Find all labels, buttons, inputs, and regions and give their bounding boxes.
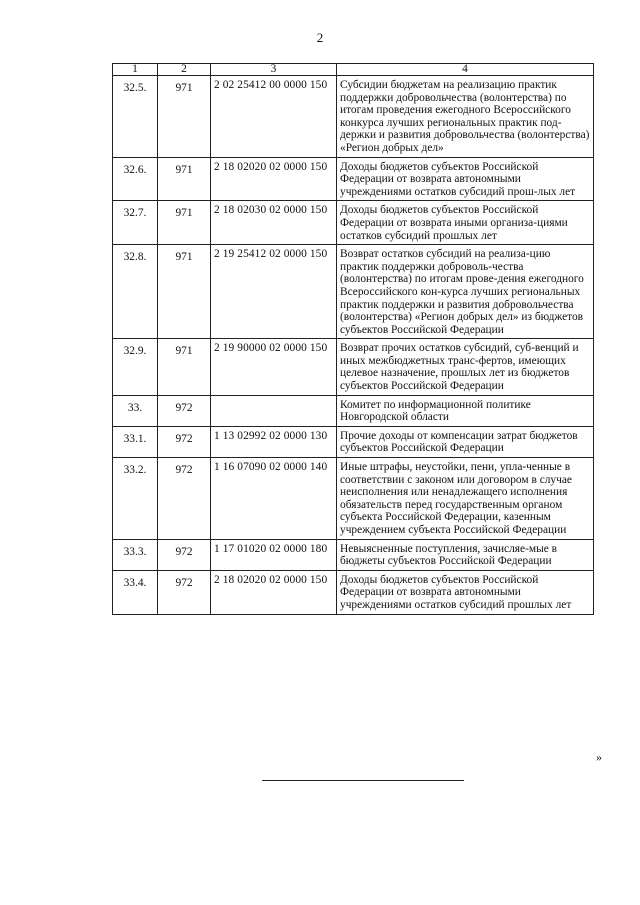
- revenue-code-table: [112, 63, 594, 615]
- budget-classification-code: 2 19 90000 02 0000 150: [211, 339, 337, 395]
- footer-rule: [262, 780, 464, 781]
- table-row: [113, 201, 594, 245]
- table-row: [113, 76, 594, 158]
- revenue-name: Субсидии бюджетам на реализацию практик поддержки добровольчества (волонтерства) по итогам проведения ежегодного Всероссийского конкурса лучших региональных практик под-держки и развития добровольчества (волонтерства) «Регион добрых дел»: [337, 76, 594, 158]
- header-col-4: 4: [337, 64, 594, 76]
- row-number: 32.5.: [113, 76, 158, 158]
- budget-classification-code: 1 17 01020 02 0000 180: [211, 539, 337, 570]
- admin-code: 972: [158, 458, 211, 540]
- table-row: [113, 539, 594, 570]
- admin-code: 972: [158, 395, 211, 426]
- revenue-name: Невыясненные поступления, зачисляе-мые в бюджеты субъектов Российской Федерации: [337, 539, 594, 570]
- row-number: 33.2.: [113, 458, 158, 540]
- revenue-name: Возврат прочих остатков субсидий, суб-венций и иных межбюджетных транс-фертов, имеющих целевое назначение, прошлых лет из бюджетов субъектов Российской Федерации: [337, 339, 594, 395]
- budget-classification-code: 1 16 07090 02 0000 140: [211, 458, 337, 540]
- row-number: 32.7.: [113, 201, 158, 245]
- closing-quote: »: [596, 750, 602, 764]
- table-row: [113, 458, 594, 540]
- revenue-name: Прочие доходы от компенсации затрат бюджетов субъектов Российской Федерации: [337, 426, 594, 457]
- budget-classification-code: 1 13 02992 02 0000 130: [211, 426, 337, 457]
- admin-code: 972: [158, 426, 211, 457]
- header-col-2: 2: [158, 64, 211, 76]
- row-number: 32.6.: [113, 157, 158, 201]
- table-header-row: [113, 64, 594, 76]
- budget-classification-code: 2 19 25412 02 0000 150: [211, 245, 337, 339]
- admin-code: 971: [158, 157, 211, 201]
- row-number: 33.3.: [113, 539, 158, 570]
- budget-classification-code: 2 18 02030 02 0000 150: [211, 201, 337, 245]
- row-number: 32.9.: [113, 339, 158, 395]
- table-row: [113, 245, 594, 339]
- budget-classification-code: 2 02 25412 00 0000 150: [211, 76, 337, 158]
- admin-code: 972: [158, 539, 211, 570]
- table-row: [113, 395, 594, 426]
- row-number: 32.8.: [113, 245, 158, 339]
- table-row: [113, 157, 594, 201]
- revenue-name: Доходы бюджетов субъектов Российской Федерации от возврата автономными учреждениями остатков субсидий прошлых лет: [337, 570, 594, 614]
- table-row: [113, 570, 594, 614]
- row-number: 33.1.: [113, 426, 158, 457]
- revenue-name: Возврат остатков субсидий на реализа-цию практик поддержки доброволь-чества (волонтерства) по итогам прове-дения ежегодного Всероссийского кон-курса лучших региональных практик поддержки и развития добровольчества (волонтерства) «Регион добрых дел» из бюджетов субъектов Российской Федерации: [337, 245, 594, 339]
- row-number: 33.4.: [113, 570, 158, 614]
- budget-classification-code: [211, 395, 337, 426]
- admin-code: 971: [158, 339, 211, 395]
- row-number: 33.: [113, 395, 158, 426]
- revenue-name: Комитет по информационной политике Новгородской области: [337, 395, 594, 426]
- revenue-name: Доходы бюджетов субъектов Российской Федерации от возврата иными организа-циями остатков субсидий прошлых лет: [337, 201, 594, 245]
- budget-classification-code: 2 18 02020 02 0000 150: [211, 570, 337, 614]
- admin-code: 971: [158, 76, 211, 158]
- admin-code: 971: [158, 201, 211, 245]
- budget-classification-code: 2 18 02020 02 0000 150: [211, 157, 337, 201]
- header-col-1: 1: [113, 64, 158, 76]
- admin-code: 972: [158, 570, 211, 614]
- page-number: 2: [316, 30, 324, 45]
- header-col-3: 3: [211, 64, 337, 76]
- admin-code: 971: [158, 245, 211, 339]
- revenue-name: Иные штрафы, неустойки, пени, упла-ченные в соответствии с законом или договором в случае неисполнения или ненадлежащего исполнения обязательств перед государственным органом субъекта Российской Федерации, казенным учреждением субъекта Российской Федерации: [337, 458, 594, 540]
- table-row: [113, 426, 594, 457]
- table-row: [113, 339, 594, 395]
- revenue-name: Доходы бюджетов субъектов Российской Федерации от возврата автономными учреждениями остатков субсидий прош-лых лет: [337, 157, 594, 201]
